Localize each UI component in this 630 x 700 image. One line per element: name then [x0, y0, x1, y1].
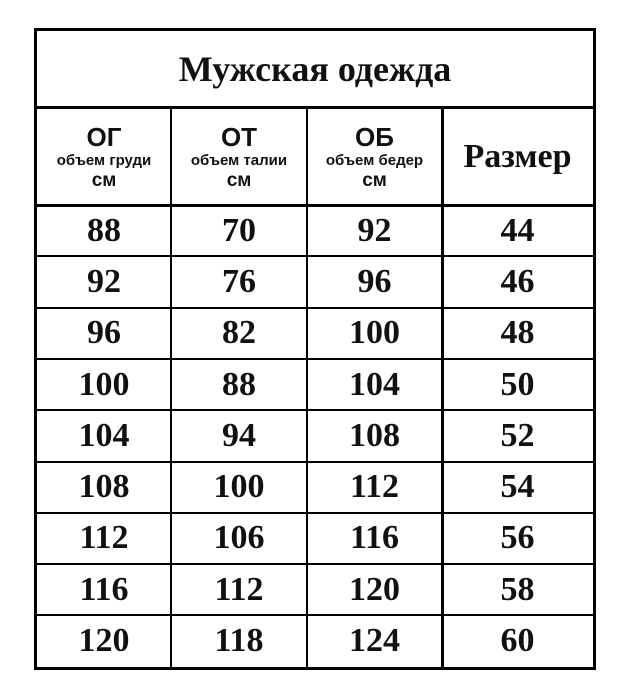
column-divider	[441, 109, 444, 667]
table-cell: 100	[213, 468, 265, 506]
table-cell: 60	[500, 622, 535, 660]
table-cell: 56	[500, 519, 535, 557]
header-size: Размер	[463, 138, 572, 175]
row-divider	[37, 358, 593, 360]
table-cell: 44	[500, 211, 535, 249]
table-cell: 76	[222, 262, 256, 300]
size-grid	[37, 109, 593, 667]
table-cell: 52	[500, 416, 535, 454]
table-cell: 82	[222, 314, 256, 352]
table-cell: 94	[222, 416, 256, 454]
table-cell: 106	[213, 519, 265, 557]
row-divider	[37, 461, 593, 463]
table-cell: 108	[349, 416, 400, 454]
table-cell: 96	[87, 314, 121, 352]
table-cell: 100	[78, 365, 130, 403]
header-desc: объем талии	[190, 151, 288, 169]
table-cell: 118	[214, 622, 264, 660]
table-cell: 88	[87, 211, 121, 249]
row-divider	[37, 204, 593, 207]
header-cell	[171, 109, 307, 205]
row-divider	[37, 307, 593, 309]
row-divider	[37, 563, 593, 565]
header-unit: см	[91, 169, 117, 191]
column-divider	[306, 109, 308, 667]
size-table	[34, 28, 596, 670]
table-cell: 88	[222, 365, 256, 403]
header-abbr: ОБ	[355, 121, 394, 152]
table-cell: 70	[222, 211, 256, 249]
table-title: Мужская одежда	[37, 31, 593, 109]
table-cell: 92	[357, 211, 392, 249]
table-cell: 112	[79, 519, 129, 557]
header-unit: см	[362, 169, 387, 191]
header-desc: объем груди	[56, 151, 152, 169]
header-abbr: ОГ	[86, 121, 122, 152]
table-cell: 116	[349, 519, 400, 557]
table-cell: 48	[500, 314, 535, 352]
header-cell	[37, 109, 171, 205]
table-cell: 112	[214, 570, 264, 608]
table-cell: 104	[349, 365, 400, 403]
table-cell: 108	[78, 468, 130, 506]
table-cell: 124	[349, 622, 400, 660]
column-divider	[170, 109, 172, 667]
row-divider	[37, 409, 593, 411]
row-divider	[37, 512, 593, 514]
table-cell: 100	[349, 314, 400, 352]
table-cell: 50	[500, 365, 535, 403]
table-cell: 46	[500, 262, 535, 300]
header-abbr: ОТ	[220, 121, 258, 152]
table-cell: 58	[500, 570, 535, 608]
table-cell: 54	[500, 468, 535, 506]
header-unit: см	[226, 169, 252, 191]
table-cell: 92	[87, 262, 121, 300]
header-cell	[307, 109, 442, 205]
table-cell: 120	[78, 622, 130, 660]
table-cell: 120	[349, 570, 400, 608]
table-cell: 116	[79, 570, 129, 608]
table-cell: 96	[357, 262, 392, 300]
table-cell: 104	[78, 416, 130, 454]
row-divider	[37, 255, 593, 257]
table-cell: 112	[349, 468, 400, 506]
header-desc: объем бедер	[325, 151, 424, 169]
row-divider	[37, 614, 593, 616]
